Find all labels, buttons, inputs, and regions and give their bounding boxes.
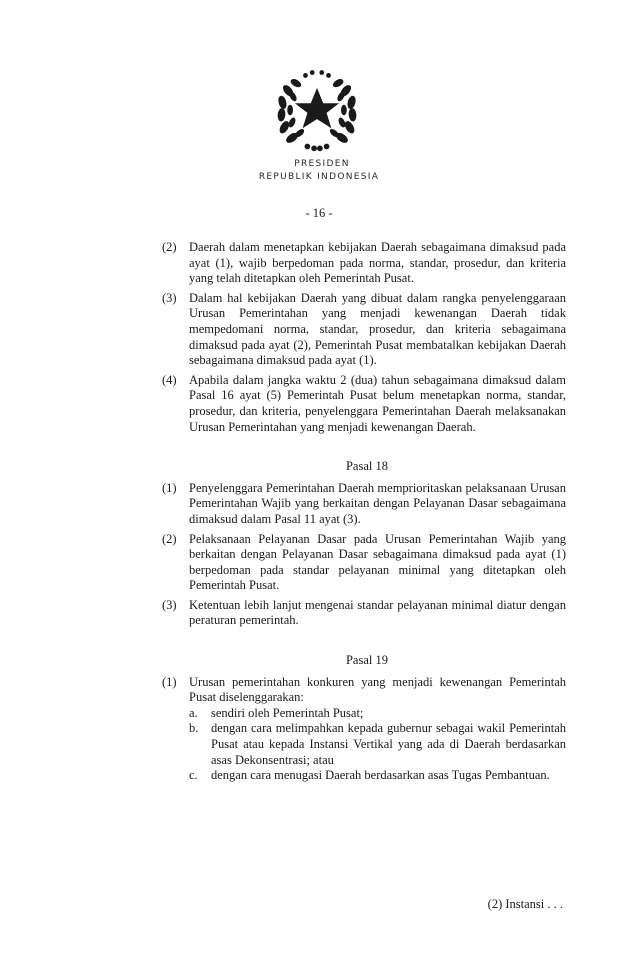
garuda-star-emblem-icon	[269, 62, 365, 158]
clause-text: Penyelenggara Pemerintahan Daerah memprioritaskan pelaksanaan Urusan Pemerintahan Wajib yang berkaitan dengan Pelayanan Dasar sebagaimana dimaksud dalam Pasal 11 ayat (3).	[189, 480, 566, 526]
clause-item	[162, 675, 566, 784]
sub-item-letter: c.	[189, 768, 198, 783]
sub-item-text: sendiri oleh Pemerintah Pusat;	[211, 705, 364, 720]
clause-number: (2)	[162, 531, 177, 546]
header-title-president: PRESIDEN	[294, 159, 350, 169]
clause-content	[189, 675, 566, 784]
clause-text: Urusan pemerintahan konkuren yang menjadi kewenangan Pemerintah Pusat diselenggarakan:	[189, 674, 566, 705]
page-number: - 16 -	[305, 206, 333, 220]
clause-number: (1)	[162, 674, 177, 689]
clause-text: Daerah dalam menetapkan kebijakan Daerah sebagaimana dimaksud pada ayat (1), wajib berpedoman pada norma, standar, prosedur, dan kriteria yang telah ditetapkan oleh Pemerintah Pusat.	[189, 240, 566, 286]
clause-text: Ketentuan lebih lanjut mengenai standar pelayanan minimal diatur dengan peraturan pemerintah.	[189, 597, 566, 628]
clause-number: (4)	[162, 372, 177, 387]
sub-item-letter: b.	[189, 721, 199, 736]
clause-number: (3)	[162, 290, 177, 305]
sub-item	[189, 721, 566, 768]
document-body	[162, 240, 566, 788]
clause-item	[162, 240, 566, 287]
clause-item	[162, 373, 566, 435]
clause-item	[162, 481, 566, 528]
clause-number: (1)	[162, 480, 177, 495]
clause-item	[162, 291, 566, 369]
article-heading: Pasal 19	[345, 653, 388, 668]
sub-item	[189, 768, 566, 784]
clause-item	[162, 598, 566, 629]
sub-item-text: dengan cara menugasi Daerah berdasarkan asas Tugas Pembantuan.	[211, 768, 550, 783]
clause-item	[162, 532, 566, 594]
clause-text: Dalam hal kebijakan Daerah yang dibuat dalam rangka penyelenggaraan Urusan Pemerintahan yang menjadi kewenangan Daerah tidak mempedomani norma, standar, prosedur, dan kriteria sebagaimana dimaksud pada ayat (2), Pemerintah Pusat membatalkan kebijakan Daerah sebagaimana dimaksud pada ayat (1).	[189, 290, 566, 368]
clause-number: (2)	[162, 240, 177, 254]
sub-item-letter: a.	[189, 705, 198, 720]
clause-text: Apabila dalam jangka waktu 2 (dua) tahun sebagaimana dimaksud dalam Pasal 16 ayat (5) Pemerintah Pusat belum menetapkan norma, standar, prosedur, dan kriteria, penyelenggara Pemerintahan Daerah melaksanakan Urusan Pemerintahan yang menjadi kewenangan Daerah.	[189, 372, 566, 434]
header-title-republic: REPUBLIK INDONESIA	[258, 172, 380, 182]
clause-text: Pelaksanaan Pelayanan Dasar pada Urusan Pemerintahan Wajib yang berkaitan dengan Pelayanan Dasar sebagaimana dimaksud pada ayat (1) berpedoman pada standar pelayanan minimal yang ditetapkan oleh Pemerintah Pusat.	[189, 531, 566, 593]
clause-number: (3)	[162, 597, 177, 612]
sub-item	[189, 706, 566, 722]
sub-item-text: dengan cara melimpahkan kepada gubernur sebagai wakil Pemerintah Pusat atau kepada Instansi Vertikal yang ada di Daerah berdasarkan asas Dekonsentrasi; atau	[211, 721, 566, 767]
article-heading: Pasal 18	[345, 459, 388, 474]
continuation-note: (2) Instansi . . .	[487, 897, 563, 911]
